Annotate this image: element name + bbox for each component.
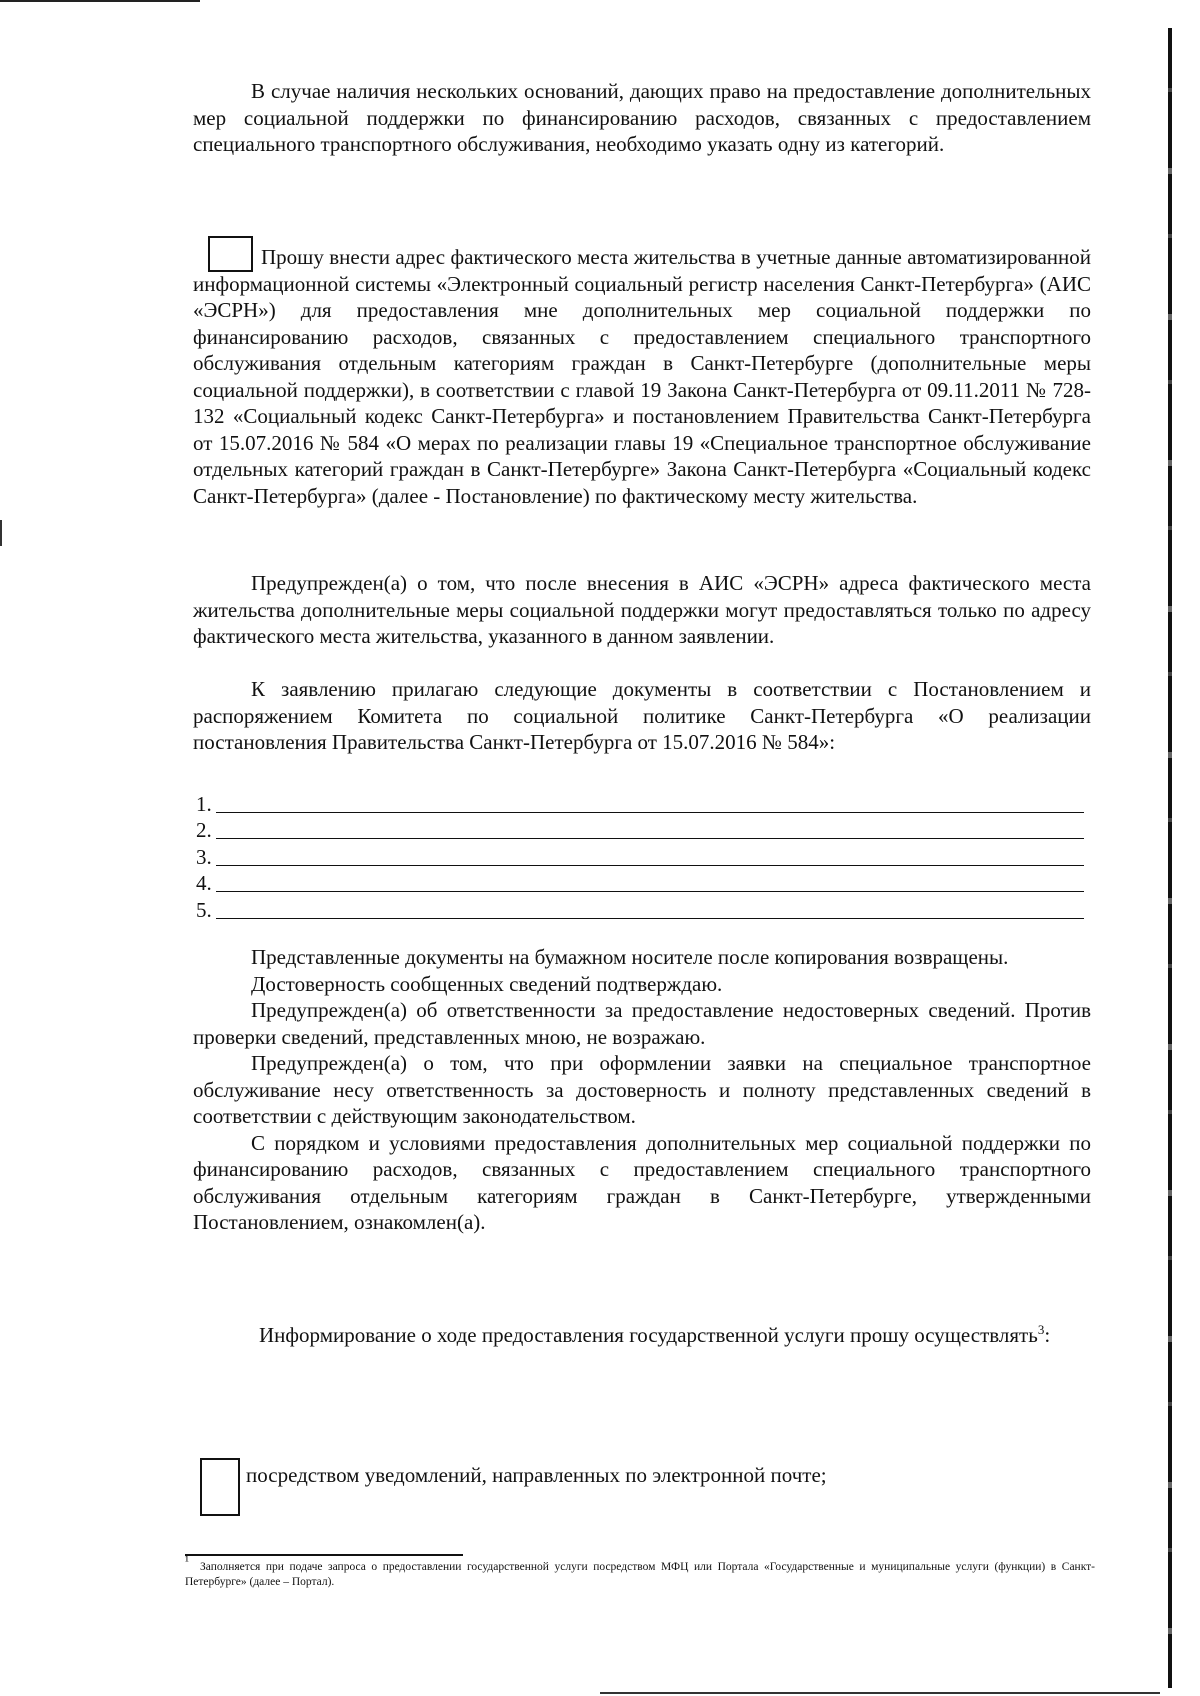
notification-text: Информирование о ходе предоставления государственной услуги прошу осуществлять xyxy=(259,1323,1038,1347)
attachment-blank[interactable] xyxy=(216,845,1084,866)
declaration-acquainted: С порядком и условиями предоставления дополнительных мер социальной поддержки по финансированию расходов, связанных с предоставлением специального транспортного обслуживания отдельным категориям граждан в Санкт-Петербурге, утвержденными Постановлением, ознакомлен(а). xyxy=(193,1130,1091,1234)
attachment-blank[interactable] xyxy=(216,871,1084,892)
footnote-marker: ¹ xyxy=(185,1553,189,1569)
attachment-number: 3. xyxy=(196,844,212,869)
attachments-intro: К заявлению прилагаю следующие документы в соответствии с Постановлением и распоряжением Комитета по социальной политике Санкт-Петербурга «О реализации постановления Правительства Санкт-Петербурга от 15.07.2016 № 584»: xyxy=(193,677,1091,754)
notification-colon: : xyxy=(1044,1323,1051,1347)
scan-artifact-right-edge xyxy=(1168,28,1172,1688)
footnote-divider xyxy=(185,1554,463,1556)
attachment-number: 5. xyxy=(196,897,212,922)
attachment-line[interactable] xyxy=(196,896,1084,923)
address-warning-paragraph: Предупрежден(а) о том, что после внесения в АИС «ЭСРН» адреса фактического места жительства дополнительные меры социальной поддержки могут предоставляться только по адресу фактического места жительства, указанного в данном заявлении. xyxy=(193,571,1091,648)
scan-artifact-top xyxy=(0,0,200,2)
intro-paragraph: В случае наличия нескольких оснований, дающих право на предоставление дополнительных мер социальной поддержки по финансированию расходов, связанных с предоставлением специального транспортного обслуживания, необходимо указать одну из категорий. xyxy=(193,79,1091,156)
address-request-paragraph: Прошу внести адрес фактического места жительства в учетные данные автоматизированной информационной системы «Электронный социальный регистр населения Санкт-Петербурга» (АИС «ЭСРН») для предоставления мне дополнительных мер социальной поддержки по финансированию расходов, связанных с предоставлением специального транспортного обслуживания отдельным категориям граждан в Санкт-Петербурге (дополнительные меры социальной поддержки), в соответствии с главой 19 Закона Санкт-Петербурга от 09.11.2011 № 728-132 «Социальный кодекс Санкт-Петербурга» и постановлением Правительства Санкт-Петербурга от 15.07.2016 № 584 «О мерах по реализации главы 19 «Специальное транспортное обслуживание отдельных категорий граждан в Санкт-Петербурге» Закона Санкт-Петербурга «Социальный кодекс Санкт-Петербурга» (далее - Постановление) по фактическому месту жительства. xyxy=(193,245,1091,508)
notification-paragraph xyxy=(193,1322,1091,1349)
attachment-number: 1. xyxy=(196,791,212,816)
scan-artifact-bottom xyxy=(600,1692,1160,1694)
footnote xyxy=(185,1553,1095,1590)
attachment-line[interactable] xyxy=(196,790,1084,817)
declarations-block xyxy=(193,944,1091,1236)
email-notification-label: посредством уведомлений, направленных по электронной почте; xyxy=(246,1463,827,1487)
attachment-line[interactable] xyxy=(196,843,1084,870)
declaration-documents-returned: Представленные документы на бумажном носителе после копирования возвращены. xyxy=(251,945,1009,969)
email-notification-checkbox[interactable] xyxy=(200,1458,240,1516)
attachment-line[interactable] xyxy=(196,817,1084,844)
attachment-number: 4. xyxy=(196,871,212,895)
declaration-transport-order: Предупрежден(а) о том, что при оформлении заявки на специальное транспортное обслуживание несу ответственность за достоверность и полноту представленных сведений в соответствии с действующим законодательством. xyxy=(193,1051,1091,1128)
scan-artifact-left xyxy=(0,520,2,546)
declaration-confirm: Достоверность сообщенных сведений подтверждаю. xyxy=(251,971,723,996)
attachment-blank[interactable] xyxy=(216,792,1084,813)
footnote-text: Заполняется при подаче запроса о предоставлении государственной услуги посредством МФЦ или Портала «Государственные и муниципальные услуги (функции) в Санкт-Петербурге» (далее – Портал). xyxy=(185,1561,1095,1588)
attachment-line[interactable] xyxy=(196,870,1084,897)
attachment-blank[interactable] xyxy=(216,818,1084,839)
declaration-responsibility: Предупрежден(а) об ответственности за предоставление недостоверных сведений. Против проверки сведений, представленных мною, не возражаю. xyxy=(193,998,1091,1049)
attachments-list xyxy=(196,790,1084,923)
attachment-blank[interactable] xyxy=(216,898,1084,919)
footnote-reference: 3 xyxy=(1037,1322,1045,1337)
attachment-number: 2. xyxy=(196,818,212,842)
